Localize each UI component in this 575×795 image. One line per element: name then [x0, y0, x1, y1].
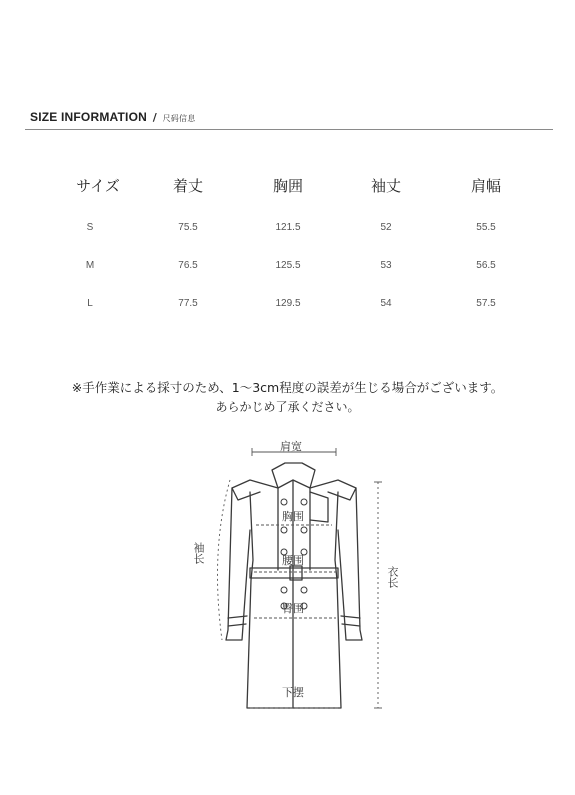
table-cell: 55.5: [476, 222, 496, 233]
table-cell: 53: [380, 260, 392, 271]
column-header-shoulder: 肩幅: [470, 177, 502, 195]
table-cell: L: [87, 298, 93, 309]
table-cell: S: [86, 222, 94, 233]
hem-label: 下摆: [282, 686, 304, 699]
body-length-label: 衣长: [386, 566, 399, 588]
hip-label: 臀围: [282, 602, 304, 615]
table-cell: 77.5: [178, 298, 198, 309]
header-separator: /: [152, 111, 157, 124]
measurement-note: ※手作業による採寸のため、1〜3cm程度の誤差が生じる場合がございます。: [71, 380, 504, 395]
table-cell: 57.5: [476, 298, 496, 309]
size-table: [50, 170, 540, 328]
table-cell: 75.5: [178, 222, 198, 233]
table-cell: 129.5: [275, 298, 301, 309]
table-row: [50, 252, 540, 290]
table-cell: 56.5: [476, 260, 496, 271]
column-header-sleeve: 袖丈: [370, 177, 402, 195]
size-table-header-row: [50, 170, 540, 214]
table-cell: 125.5: [275, 260, 301, 271]
header-title: SIZE INFORMATION: [30, 110, 147, 124]
shoulder-width-label: 肩宽: [280, 440, 302, 453]
table-cell: 121.5: [275, 222, 301, 233]
table-row: [50, 290, 540, 328]
header-divider: [25, 129, 553, 130]
column-header-chest: 胸囲: [272, 177, 304, 195]
size-info-header: [30, 110, 195, 124]
sleeve-length-label: 袖长: [192, 542, 205, 564]
table-cell: 76.5: [178, 260, 198, 271]
column-header-length: 着丈: [172, 177, 204, 195]
coat-measurement-diagram: [150, 430, 420, 730]
table-cell: M: [85, 260, 95, 271]
waist-label: 腰围: [282, 554, 304, 567]
column-header-size: サイズ: [76, 177, 120, 195]
table-cell: 52: [380, 222, 392, 233]
measurement-note-continued: あらかじめ了承ください。: [215, 400, 360, 414]
header-subtitle: 尺码信息: [162, 114, 196, 123]
chest-label: 胸围: [282, 510, 304, 523]
table-row: [50, 214, 540, 252]
table-cell: 54: [380, 298, 392, 309]
